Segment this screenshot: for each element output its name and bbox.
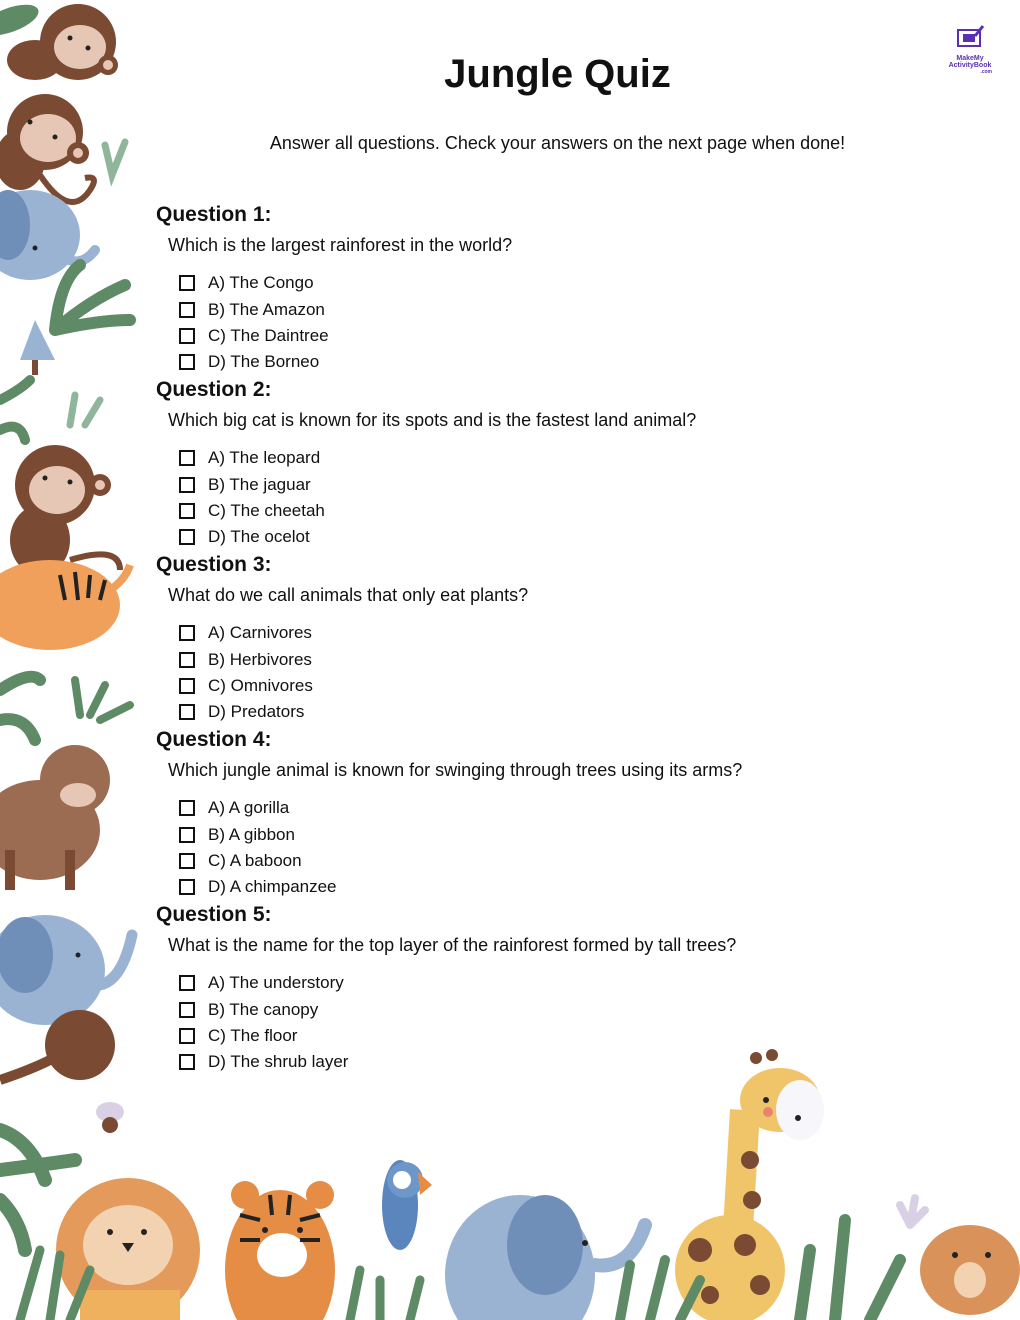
- book-pencil-icon: [955, 24, 985, 50]
- checkbox[interactable]: [179, 450, 195, 466]
- option-label: B) Herbivores: [208, 649, 312, 669]
- checkbox[interactable]: [179, 1054, 195, 1070]
- option-label: C) Omnivores: [208, 675, 313, 695]
- checkbox[interactable]: [179, 529, 195, 545]
- checkbox[interactable]: [179, 1002, 195, 1018]
- option-c[interactable]: [179, 323, 512, 349]
- question-3: [156, 551, 528, 726]
- option-label: C) A baboon: [208, 850, 302, 870]
- option-label: C) The floor: [208, 1025, 298, 1045]
- checkbox[interactable]: [179, 853, 195, 869]
- question-heading: Question 2:: [156, 378, 272, 401]
- options-list: [179, 620, 528, 726]
- checkbox[interactable]: [179, 477, 195, 493]
- logo-line2: ActivityBook: [948, 62, 992, 69]
- option-label: D) The shrub layer: [208, 1052, 349, 1072]
- option-c[interactable]: [179, 848, 742, 874]
- checkbox[interactable]: [179, 678, 195, 694]
- checkbox[interactable]: [179, 704, 195, 720]
- option-label: A) The understory: [208, 973, 344, 993]
- option-label: B) A gibbon: [208, 824, 295, 844]
- option-b[interactable]: [179, 296, 512, 322]
- option-a[interactable]: [179, 620, 528, 646]
- option-label: C) The Daintree: [208, 325, 329, 345]
- question-text: What is the name for the top layer of the rainforest formed by tall trees?: [168, 935, 737, 955]
- checkbox[interactable]: [179, 800, 195, 816]
- instructions-text: Answer all questions. Check your answers on the next page when done!: [269, 133, 846, 153]
- question-heading: Question 1:: [156, 203, 272, 226]
- option-label: B) The Amazon: [208, 299, 325, 319]
- option-label: B) The jaguar: [208, 474, 311, 494]
- option-b[interactable]: [179, 821, 742, 847]
- logo-line1: MakeMy: [956, 55, 984, 62]
- question-text: What do we call animals that only eat plants?: [168, 585, 529, 605]
- question-5: [156, 901, 736, 1076]
- option-a[interactable]: [179, 445, 696, 471]
- checkbox[interactable]: [179, 975, 195, 991]
- option-d[interactable]: [179, 699, 528, 725]
- checkbox[interactable]: [179, 1028, 195, 1044]
- question-heading: Question 3:: [156, 553, 272, 576]
- option-a[interactable]: [179, 270, 512, 296]
- option-label: C) The cheetah: [208, 500, 325, 520]
- option-b[interactable]: [179, 471, 696, 497]
- option-b[interactable]: [179, 646, 528, 672]
- logo-line3: .com: [980, 69, 992, 75]
- checkbox[interactable]: [179, 879, 195, 895]
- page-title: Jungle Quiz: [444, 52, 671, 96]
- question-text: Which is the largest rainforest in the world?: [168, 235, 513, 255]
- options-list: [179, 795, 742, 901]
- option-label: A) The leopard: [208, 448, 321, 468]
- option-label: D) The Borneo: [208, 352, 320, 372]
- checkbox[interactable]: [179, 328, 195, 344]
- option-label: D) Predators: [208, 702, 305, 722]
- option-label: A) A gorilla: [208, 798, 290, 818]
- option-d[interactable]: [179, 524, 696, 550]
- checkbox[interactable]: [179, 275, 195, 291]
- option-c[interactable]: [179, 673, 528, 699]
- option-a[interactable]: [179, 970, 736, 996]
- checkbox[interactable]: [179, 652, 195, 668]
- question-1: [156, 201, 512, 376]
- options-list: [179, 970, 736, 1076]
- option-b[interactable]: [179, 996, 736, 1022]
- question-text: Which big cat is known for its spots and is the fastest land animal?: [168, 410, 697, 430]
- checkbox[interactable]: [179, 354, 195, 370]
- options-list: [179, 270, 512, 376]
- option-label: D) A chimpanzee: [208, 877, 337, 897]
- option-d[interactable]: [179, 349, 512, 375]
- option-label: A) The Congo: [208, 273, 314, 293]
- option-label: A) Carnivores: [208, 623, 312, 643]
- question-heading: Question 4:: [156, 728, 272, 751]
- option-c[interactable]: [179, 498, 696, 524]
- options-list: [179, 445, 696, 551]
- question-4: [156, 726, 742, 901]
- checkbox[interactable]: [179, 625, 195, 641]
- option-label: D) The ocelot: [208, 527, 310, 547]
- option-d[interactable]: [179, 1049, 736, 1075]
- option-d[interactable]: [179, 874, 742, 900]
- option-label: B) The canopy: [208, 999, 319, 1019]
- option-a[interactable]: [179, 795, 742, 821]
- option-c[interactable]: [179, 1023, 736, 1049]
- checkbox[interactable]: [179, 503, 195, 519]
- checkbox[interactable]: [179, 827, 195, 843]
- question-2: [156, 376, 696, 551]
- checkbox[interactable]: [179, 302, 195, 318]
- question-heading: Question 5:: [156, 903, 272, 926]
- question-text: Which jungle animal is known for swinging through trees using its arms?: [168, 760, 743, 780]
